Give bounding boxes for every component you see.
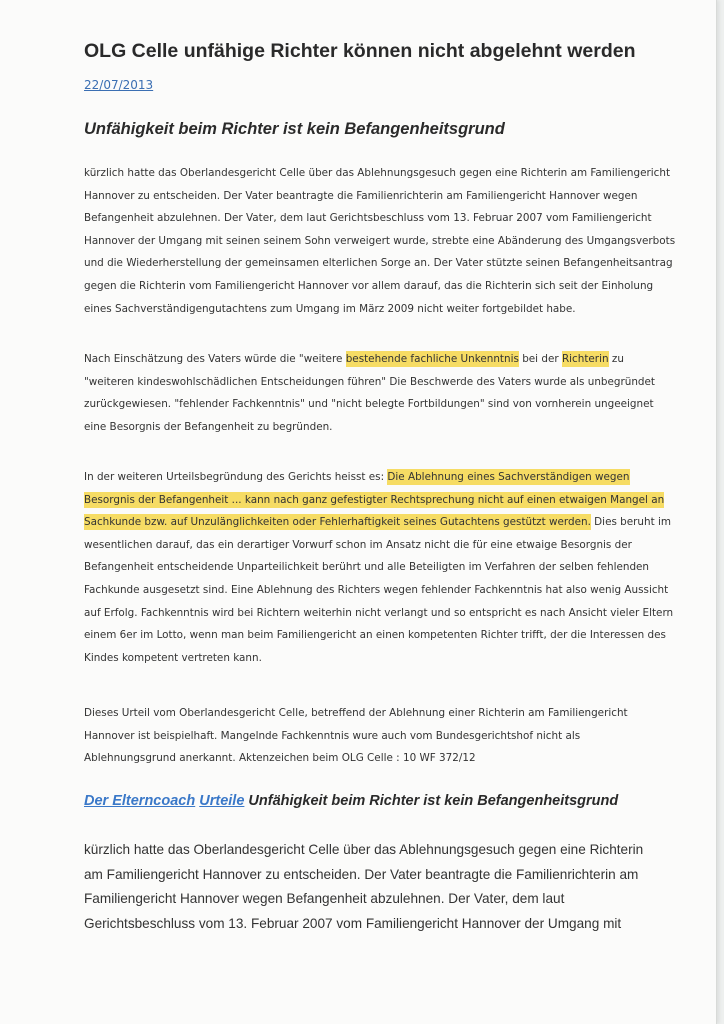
paragraph-line: Familiengericht Hannover wegen Befangenheit abzulehnen. Der Vater, dem laut <box>84 891 565 906</box>
paragraph-line: Gerichtsbeschluss vom 13. Februar 2007 vom Familiengericht Hannover der Umgang mit <box>84 915 622 931</box>
text-run: Nach Einschätzung des Vaters würde die "weitere <box>84 353 346 365</box>
paragraph-line: eines Sachverständigengutachtens zum Umgang im März 2009 nicht weiter fortgebildet habe. <box>84 302 576 315</box>
paragraph-line: Hannover ist beispielhaft. Mangelnde Fachkenntnis wure auch vom Bundesgerichtshof nicht als <box>84 729 581 742</box>
paragraph-line: zurückgewiesen. "fehlender Fachkenntnis" und "nicht belegte Fortbildungen" sind von vornherein ungeeignet <box>84 398 654 411</box>
paragraph-line: eine Besorgnis der Befangenheit zu begründen. <box>84 420 333 433</box>
highlighted-text: Sachkunde bzw. auf Unzulänglichkeiten oder Fehlerhaftigkeit seines Gutachtens gestützt werden. <box>84 516 591 529</box>
paragraph-line: auf Erfolg. Fachkenntnis wird bei Richtern weiterhin nicht verlangt und so entspricht es nach Ansicht vieler Eltern <box>84 606 674 619</box>
date-link[interactable]: 22/07/2013 <box>84 78 154 92</box>
highlighted-text: Richterin <box>561 353 609 365</box>
paragraph-line <box>84 511 700 534</box>
repeated-body-text <box>84 838 643 936</box>
paragraph-line: Hannover der Umgang mit seinen seinem Sohn verweigert wurde, strebte eine Abänderung des Umgangsverbots <box>84 234 676 247</box>
paragraph-line: Ablehnungsgrund anerkannt. Aktenzeichen beim OLG Celle : 10 WF 372/12 <box>84 752 476 765</box>
paragraph-line: Fachkunde ausgesetzt sind. Eine Ablehnung des Richters wegen fehlender Fachkenntnis hat also wenig Aussicht <box>84 583 669 596</box>
text-run: In der weiteren Urteilsbegründung des Gerichts heisst es: <box>84 471 388 483</box>
section-heading-text: Unfähigkeit beim Richter ist kein Befangenheitsgrund <box>248 793 619 809</box>
paragraph-1 <box>84 162 700 320</box>
paragraph-line: und die Wiederherstellung der gemeinsamen elterlichen Sorge an. Der Vater stützte seinen Befangenheitsantrag <box>84 257 673 270</box>
paragraph-line <box>84 348 700 371</box>
paragraph-line: einem 6er im Lotto, wenn man beim Familiengericht an einen kompetenten Richter trifft, der die Interessen des <box>84 629 666 642</box>
paragraph-line: wesentlichen darauf, das ein derartiger Vorwurf schon im Ansatz nicht die für eine etwaige Besorgnis der <box>84 538 632 551</box>
paragraph-line: Befangenheit entscheidende Unparteilichkeit berührt und alle Beteiligten im Verfahren der selben fehlenden <box>84 561 650 574</box>
highlighted-text: bestehende fachliche Unkenntnis <box>345 353 519 365</box>
highlighted-text: Besorgnis der Befangenheit ... kann nach ganz gefestigter Rechtsprechung nicht auf einen etwaigen Mangel an <box>84 493 665 506</box>
text-run: Dies beruht im <box>590 516 671 529</box>
highlighted-text: Die Ablehnung eines Sachverständigen wegen <box>387 471 630 483</box>
section-heading <box>84 793 618 809</box>
page-title: OLG Celle unfähige Richter können nicht abgelehnt werden <box>84 40 636 62</box>
paragraph-line: Hannover zu entscheiden. Der Vater beantragte die Familienrichterin am Familiengericht Hannover wegen <box>84 189 638 202</box>
paragraph-line: "weiteren kindeswohlschädlichen Entscheidungen führen" Die Beschwerde des Vaters wurde als unbegründet <box>84 375 655 388</box>
text-run: bei der <box>518 353 562 365</box>
paragraph-2 <box>84 348 700 438</box>
urteile-link[interactable]: Urteile <box>199 793 245 809</box>
paragraph-line <box>84 466 700 489</box>
paragraph-line: gegen die Richterin vom Familiengericht Hannover vor allem darauf, das die Richterin sich seit der Einholung <box>84 279 654 292</box>
paragraph-line: kürzlich hatte das Oberlandesgericht Celle über das Ablehnungsgesuch gegen eine Richterin <box>84 842 644 857</box>
paragraph-4 <box>84 702 700 770</box>
paragraph-line: Dieses Urteil vom Oberlandesgericht Celle, betreffend der Ablehnung einer Richterin am Familiengericht <box>84 707 628 719</box>
article-subtitle: Unfähigkeit beim Richter ist kein Befangenheitsgrund <box>84 120 505 138</box>
paragraph-line: Befangenheit abzulehnen. Der Vater, dem laut Gerichtsbeschluss vom 13. Februar 2007 vom Familiengericht <box>84 212 652 225</box>
text-run: zu <box>608 353 624 365</box>
paragraph-3 <box>84 466 700 669</box>
paragraph-line: kürzlich hatte das Oberlandesgericht Celle über das Ablehnungsgesuch gegen eine Richterin am Familiengericht <box>84 167 671 179</box>
elterncoach-link[interactable]: Der Elterncoach <box>84 793 196 809</box>
paragraph-line <box>84 489 700 512</box>
paragraph-line: Kindes kompetent vertreten kann. <box>84 651 262 664</box>
paragraph-line: am Familiengericht Hannover zu entscheiden. Der Vater beantragte die Familienrichterin am <box>84 866 639 882</box>
